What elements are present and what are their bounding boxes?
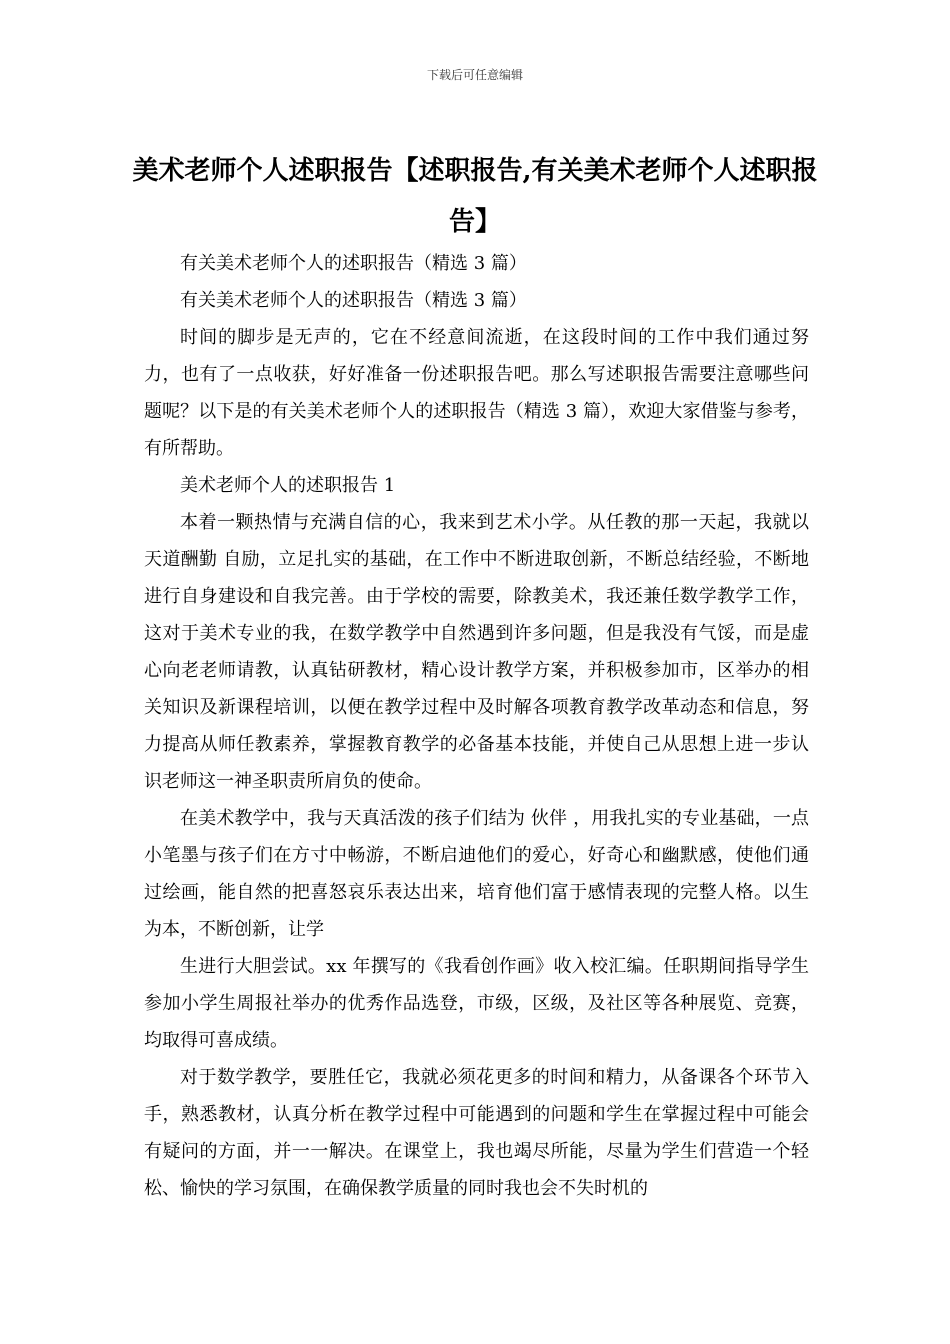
document-body [144,245,809,1207]
subtitle-line: 有关美术老师个人的述职报告（精选 3 篇） [180,253,527,274]
subtitle-line: 有关美术老师个人的述职报告（精选 3 篇） [180,290,527,311]
body-paragraph: 本着一颗热情与充满自信的心，我来到艺术小学。从任教的那一天起，我就以 天道酬勤 自励，立足扎实的基础，在工作中不断进取创新，不断总结经验，不断地进行自身建设和自我完善。由于学校的需要，除教美术，我还兼任数学教学工作，这对于美术专业的我，在数学教学中自然遇到许多问题，但是我没有气馁，而是虚心向老老师请教，认真钻研教材，精心设计教学方案，并积极参加市，区举办的相关知识及新课程培训，以便在教学过程中及时解各项教育教学改革动态和信息，努力提高从师任教素养，掌握教育教学的必备基本技能，并使自己从思想上进一步认识老师这一神圣职责所肩负的使命。 [144,512,809,792]
body-paragraph: 生进行大胆尝试。xx 年撰写的《我看创作画》收入校汇编。任职期间指导学生参加小学生周报社举办的优秀作品选登，市级，区级，及社区等各种展览、竞赛，均取得可喜成绩。 [144,956,809,1051]
document-title: 美术老师个人述职报告【述职报告,有关美术老师个人述职报告】 [132,156,818,237]
section-heading: 美术老师个人的述职报告 1 [180,475,396,496]
body-paragraph: 在美术教学中，我与天真活泼的孩子们结为 伙伴 ，用我扎实的专业基础，一点小笔墨与孩子们在方寸中畅游，不断启迪他们的爱心，好奇心和幽默感，使他们通过绘画，能自然的把喜怒哀乐表达出来，培育他们富于感情表现的完整人格。以生为本，不断创新，让学 [144,808,809,940]
header-note: 下载后可任意编辑 [426,68,523,82]
body-paragraph: 对于数学教学，要胜任它，我就必须花更多的时间和精力，从备课各个环节入手，熟悉教材，认真分析在教学过程中可能遇到的问题和学生在掌握过程中可能会有疑问的方面，并一一解决。在课堂上，我也竭尽所能，尽量为学生们营造一个轻松、愉快的学习氛围，在确保教学质量的同时我也会不失时机的 [144,1067,809,1199]
intro-paragraph: 时间的脚步是无声的，它在不经意间流逝，在这段时间的工作中我们通过努力，也有了一点收获，好好准备一份述职报告吧。那么写述职报告需要注意哪些问题呢？以下是的有关美术老师个人的述职报告（精选 3 篇），欢迎大家借鉴与参考，有所帮助。 [144,327,809,459]
